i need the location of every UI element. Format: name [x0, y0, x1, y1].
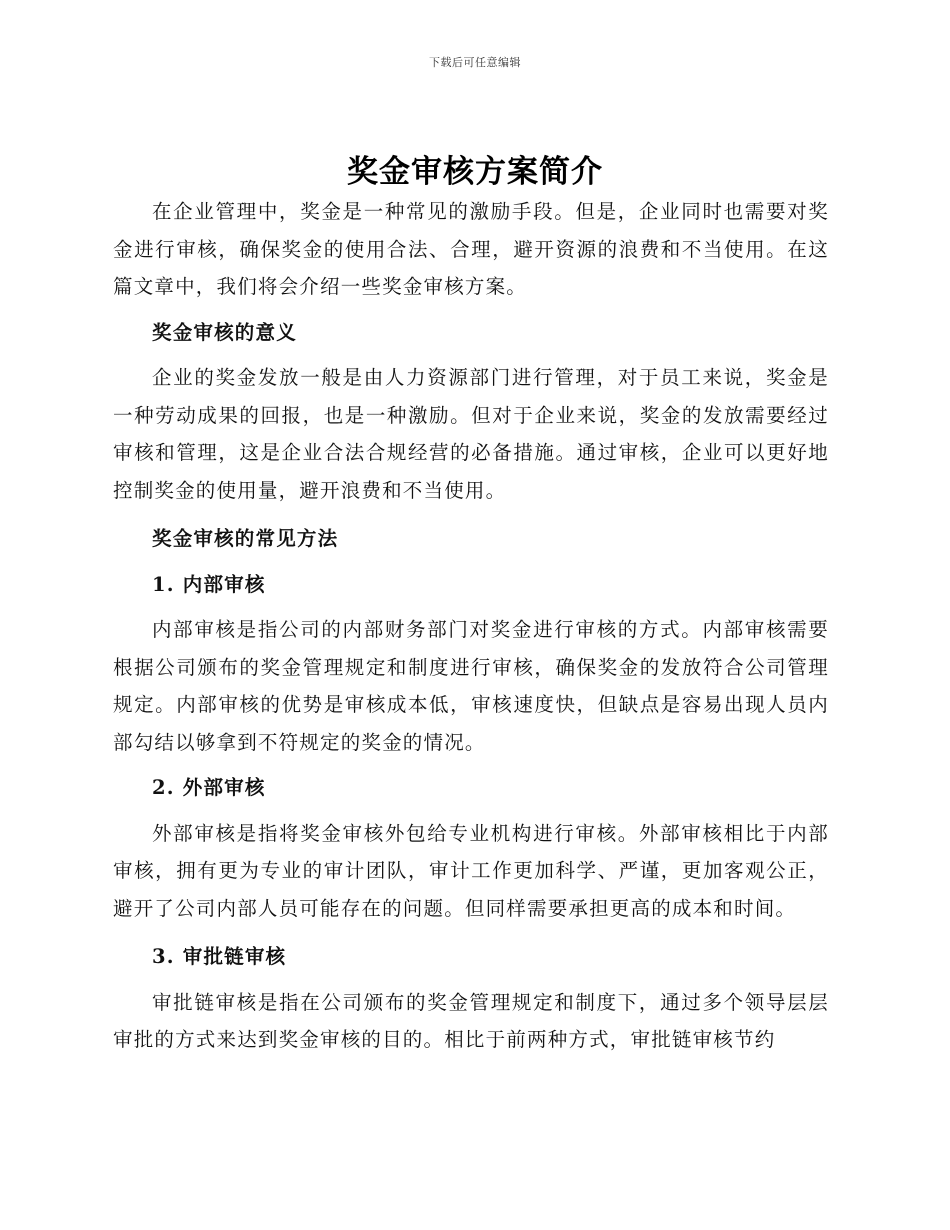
intro-paragraph: 在企业管理中，奖金是一种常见的激励手段。但是，企业同时也需要对奖金进行审核，确保奖金的使用合法、合理，避开资源的浪费和不当使用。在这篇文章中，我们将会介绍一些奖金审核方案。 [113, 200, 829, 298]
method-heading-external: 2. 外部审核 [152, 776, 266, 799]
significance-paragraph: 企业的奖金发放一般是由人力资源部门进行管理，对于员工来说，奖金是一种劳动成果的回报，也是一种激励。但对于企业来说，奖金的发放需要经过审核和管理，这是企业合法合规经营的必备措施。通过审核，企业可以更好地控制奖金的使用量，避开浪费和不当使用。 [113, 366, 829, 502]
external-audit-paragraph: 外部审核是指将奖金审核外包给专业机构进行审核。外部审核相比于内部审核，拥有更为专业的审计团队，审计工作更加科学、严谨，更加客观公正，避开了公司内部人员可能存在的问题。但同样需要承担更高的成本和时间。 [113, 821, 829, 920]
section-heading-methods: 奖金审核的常见方法 [152, 527, 339, 550]
document-title: 奖金审核方案简介 [347, 154, 603, 190]
page-header-note: 下载后可任意编辑 [429, 56, 521, 69]
internal-audit-paragraph: 内部审核是指公司的内部财务部门对奖金进行审核的方式。内部审核需要根据公司颁布的奖金管理规定和制度进行审核，确保奖金的发放符合公司管理规定。内部审核的优势是审核成本低，审核速度快，但缺点是容易出现人员内部勾结以够拿到不符规定的奖金的情况。 [113, 618, 829, 754]
approval-chain-paragraph: 审批链审核是指在公司颁布的奖金管理规定和制度下，通过多个领导层层审批的方式来达到奖金审核的目的。相比于前两种方式，审批链审核节约 [113, 990, 829, 1051]
method-heading-approval-chain: 3. 审批链审核 [152, 945, 287, 968]
method-heading-internal: 1. 内部审核 [152, 572, 266, 596]
section-heading-significance: 奖金审核的意义 [152, 320, 297, 344]
document-body [113, 193, 829, 1059]
